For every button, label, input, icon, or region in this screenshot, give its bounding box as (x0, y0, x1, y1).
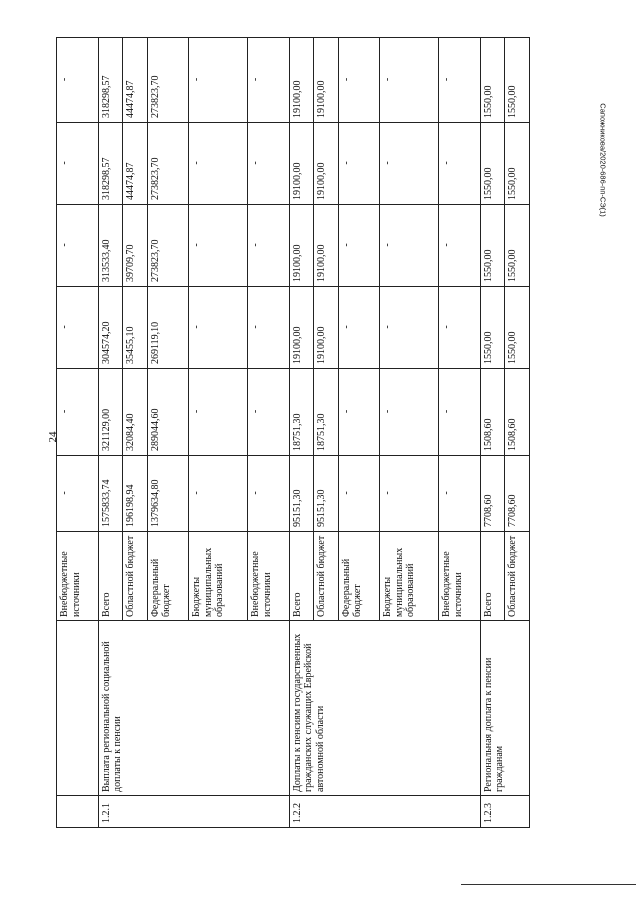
table-cell-value: - (338, 205, 380, 287)
table-cell-value: 196198,94 (123, 456, 148, 532)
table-cell-value: 313533,40 (98, 205, 123, 287)
table-cell-value: 1550,00 (480, 123, 505, 205)
table-cell-value: 32084,40 (123, 369, 148, 456)
table-cell-value: 19100,00 (289, 38, 314, 123)
table-cell-value: 35455,10 (123, 287, 148, 369)
table-cell-value: 273823,70 (147, 123, 189, 205)
table-cell-value: - (189, 456, 248, 532)
table-cell-value: - (248, 369, 290, 456)
funding-table (56, 37, 530, 828)
table-cell-value: 1550,00 (505, 287, 530, 369)
table-cell-value: 1379634,80 (147, 456, 189, 532)
table-cell-value: 1550,00 (480, 287, 505, 369)
table-cell-name: Выплата региональной социальной доплаты к пенсии (98, 621, 289, 796)
table-cell-value: 1508,60 (505, 369, 530, 456)
table-cell-value: 95151,30 (314, 456, 339, 532)
table-cell-value: - (439, 287, 481, 369)
table-cell-value: - (380, 456, 439, 532)
table-cell-source: Всего (98, 532, 123, 621)
table-cell-value: 1550,00 (505, 205, 530, 287)
table-cell-source: Внебюджетные источники (248, 532, 290, 621)
table-row (98, 38, 123, 828)
table-cell-source: Областной бюджет (123, 532, 148, 621)
table-cell-name (57, 621, 99, 796)
table-cell-value: - (189, 287, 248, 369)
table-cell-value: 44474,87 (123, 123, 148, 205)
table-cell-source: Всего (289, 532, 314, 621)
table-container (56, 38, 530, 828)
table-cell-value: 19100,00 (289, 123, 314, 205)
table-cell-value: 1550,00 (480, 205, 505, 287)
table-cell-value: - (338, 287, 380, 369)
table-cell-value: 1550,00 (505, 38, 530, 123)
table-cell-value: 318298,57 (98, 38, 123, 123)
table-cell-value: 19100,00 (314, 287, 339, 369)
table-cell-value: - (189, 38, 248, 123)
table-cell-value: 44474,87 (123, 38, 148, 123)
table-cell-value: 19100,00 (289, 205, 314, 287)
table-cell-value: - (380, 205, 439, 287)
table-cell-value: - (380, 287, 439, 369)
table-cell-value: 321129,00 (98, 369, 123, 456)
table-cell-value: - (338, 456, 380, 532)
table-cell-source: Областной бюджет (314, 532, 339, 621)
table-row (57, 38, 99, 828)
table-cell-value: 269119,10 (147, 287, 189, 369)
table-cell-name: Доплаты к пенсиям государственных гражданских служащих Еврейской автономной области (289, 621, 480, 796)
table-cell-value: 39709,70 (123, 205, 148, 287)
table-cell-value: - (57, 38, 99, 123)
table-cell-value: - (248, 456, 290, 532)
table-cell-value: 18751,30 (314, 369, 339, 456)
table-cell-value: - (248, 205, 290, 287)
table-cell-value: - (248, 123, 290, 205)
table-cell-value: 1550,00 (505, 123, 530, 205)
table-cell-source: Всего (480, 532, 505, 621)
table-cell-value: 7708,60 (480, 456, 505, 532)
table-cell-value: - (57, 205, 99, 287)
table-cell-number (57, 796, 99, 828)
table-cell-name: Региональная доплата к пенсии гражданам (480, 621, 529, 796)
table-row (289, 38, 314, 828)
table-cell-value: - (189, 123, 248, 205)
table-cell-source: Бюджеты муниципальных образований (380, 532, 439, 621)
footer-rule (461, 884, 636, 885)
table-cell-value: - (57, 287, 99, 369)
table-cell-value: - (189, 205, 248, 287)
table-cell-value: 273823,70 (147, 205, 189, 287)
table-cell-value: 18751,30 (289, 369, 314, 456)
table-cell-value: - (380, 369, 439, 456)
table-cell-value: - (57, 369, 99, 456)
table-cell-value: 19100,00 (289, 287, 314, 369)
table-cell-source: Областной бюджет (505, 532, 530, 621)
table-cell-number: 1.2.3 (480, 796, 529, 828)
table-cell-value: 7708,60 (505, 456, 530, 532)
page-number: 24 (47, 431, 59, 443)
table-cell-value: - (248, 287, 290, 369)
table-cell-value: 19100,00 (314, 38, 339, 123)
table-cell-value: 95151,30 (289, 456, 314, 532)
table-cell-value: 1508,60 (480, 369, 505, 456)
table-cell-value: - (57, 123, 99, 205)
table-cell-value: 1575833,74 (98, 456, 123, 532)
table-cell-value: 1550,00 (480, 38, 505, 123)
table-cell-value: - (189, 369, 248, 456)
table-cell-value: - (439, 38, 481, 123)
table-cell-value: - (439, 205, 481, 287)
table-cell-value: 19100,00 (314, 205, 339, 287)
table-cell-value: 19100,00 (314, 123, 339, 205)
table-cell-value: - (439, 456, 481, 532)
table-cell-value: 318298,57 (98, 123, 123, 205)
table-cell-value: - (338, 38, 380, 123)
table-cell-value: 289044,60 (147, 369, 189, 456)
table-cell-value: 273823,70 (147, 38, 189, 123)
table-cell-value: 304574,20 (98, 287, 123, 369)
table-cell-source: Бюджеты муниципальных образований (189, 532, 248, 621)
table-row (480, 38, 505, 828)
table-cell-value: - (248, 38, 290, 123)
table-cell-source: Внебюджетные источники (439, 532, 481, 621)
table-cell-value: - (380, 38, 439, 123)
table-cell-source: Федеральный бюджет (338, 532, 380, 621)
table-cell-source: Федеральный бюджет (147, 532, 189, 621)
table-cell-value: - (338, 123, 380, 205)
table-cell-value: - (439, 123, 481, 205)
table-cell-value: - (439, 369, 481, 456)
table-cell-number: 1.2.1 (98, 796, 289, 828)
table-cell-value: - (380, 123, 439, 205)
table-cell-number: 1.2.2 (289, 796, 480, 828)
document-stamp: Сапожникова/2020-686-пп-СЭ(1) (598, 103, 608, 217)
table-cell-value: - (338, 369, 380, 456)
table-cell-value: - (57, 456, 99, 532)
table-cell-source: Внебюджетные источники (57, 532, 99, 621)
